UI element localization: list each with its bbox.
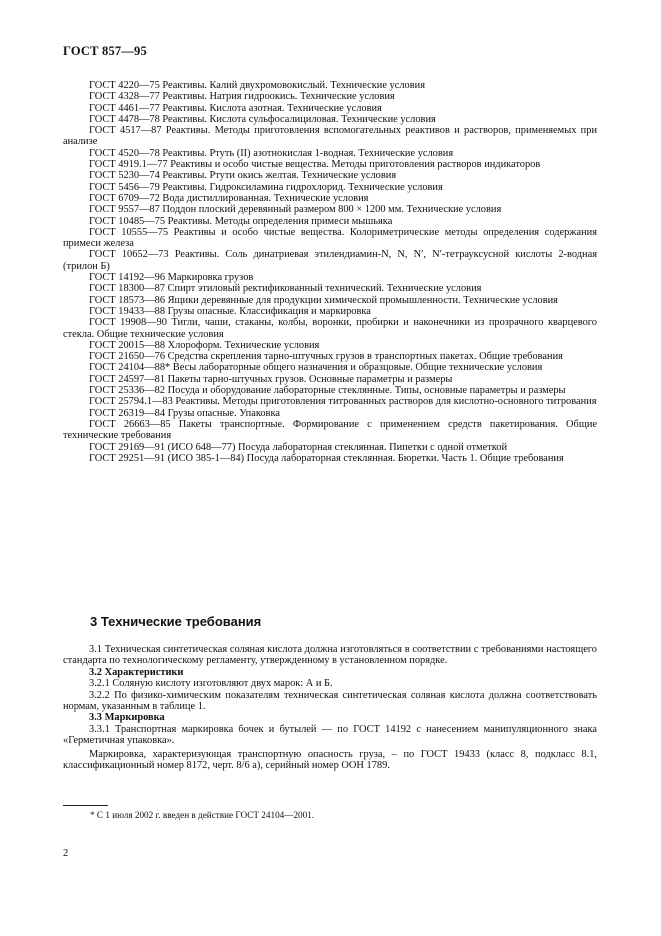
subheading-3-3: 3.3 Маркировка (89, 712, 165, 724)
reference-item: ГОСТ 10485—75 Реактивы. Методы определения примеси мышьяка (89, 215, 393, 227)
reference-item: ГОСТ 20015—88 Хлороформ. Технические условия (89, 339, 320, 351)
reference-item: ГОСТ 19433—88 Грузы опасные. Классификация и маркировка (89, 305, 371, 317)
reference-item: ГОСТ 9557—87 Поддон плоский деревянный размером 800 × 1200 мм. Технические условия (89, 204, 502, 216)
reference-item: ГОСТ 25336—82 Посуда и оборудование лабораторные стеклянные. Типы, основные параметры и размеры (89, 385, 566, 397)
paragraph-3-1: 3.1 Техническая синтетическая соляная кислота должна изготовляться в соответствии с требованиями настоящего стандарта по технологическому регламенту, утвержденному в установленном порядке. (63, 644, 597, 667)
paragraph-3-2-2: 3.2.2 По физико-химическим показателям техническая синтетическая соляная кислота должна соответствовать нормам, указанным в таблице 1. (63, 689, 597, 713)
subheading-3-2: 3.2 Характеристики (89, 666, 184, 678)
normative-references-list (63, 80, 597, 464)
paragraph-marking: Маркировка, характеризующая транспортную опасность груза, – по ГОСТ 19433 (класс 8, подкласс 8.1, классификационный номер 8172, черт. 8/6 а), серийный номер ООН 1789. (63, 748, 597, 772)
reference-item: ГОСТ 26319—84 Грузы опасные. Упаковка (89, 407, 280, 419)
section-body (63, 644, 597, 771)
reference-item: ГОСТ 4220—75 Реактивы. Калий двухромовокислый. Технические условия (89, 80, 425, 91)
reference-item: ГОСТ 21650—76 Средства скрепления тарно-штучных грузов в транспортных пакетах. Общие требования (89, 351, 563, 363)
paragraph-3-3-1: 3.3.1 Транспортная маркировка бочек и бутылей — по ГОСТ 14192 с нанесением манипуляционного знака «Герметичная упаковка». (63, 723, 597, 747)
reference-item: ГОСТ 10555—75 Реактивы и особо чистые вещества. Колориметрические методы определения содержания примеси железа (63, 226, 597, 250)
paragraph-3-2-1: 3.2.1 Соляную кислоту изготовляют двух марок: А и Б. (89, 678, 333, 690)
reference-item: ГОСТ 4520—78 Реактивы. Ртуть (II) азотнокислая 1-водная. Технические условия (89, 147, 454, 159)
reference-item: ГОСТ 4919.1—77 Реактивы и особо чистые вещества. Методы приготовления растворов индикаторов (89, 159, 541, 171)
reference-item: ГОСТ 25794.1—83 Реактивы. Методы приготовления титрованных растворов для кислотно-основного титрования (89, 396, 597, 408)
reference-item: ГОСТ 18300—87 Спирт этиловый ректификованный технический. Технические условия (89, 283, 482, 295)
reference-item: ГОСТ 4461—77 Реактивы. Кислота азотная. Технические условия (89, 102, 382, 114)
page-number: 2 (63, 848, 69, 859)
reference-item: ГОСТ 29169—91 (ИСО 648—77) Посуда лабораторная стеклянная. Пипетки с одной отметкой (89, 441, 508, 453)
section-title: 3 Технические требования (90, 614, 262, 629)
reference-item: ГОСТ 4328—77 Реактивы. Натрия гидроокись. Технические условия (89, 91, 395, 103)
footnote-divider (63, 805, 108, 806)
reference-item: ГОСТ 5456—79 Реактивы. Гидроксиламина гидрохлорид. Технические условия (89, 181, 443, 193)
reference-item: ГОСТ 6709—72 Вода дистиллированная. Технические условия (89, 192, 369, 204)
reference-item: ГОСТ 4517—87 Реактивы. Методы приготовления вспомогательных реактивов и растворов, применяемых при анализе (63, 125, 597, 148)
footnote: * С 1 июля 2002 г. введен в действие ГОСТ 24104—2001. (90, 810, 315, 820)
document-header: ГОСТ 857—95 (63, 44, 147, 58)
reference-item: ГОСТ 10652—73 Реактивы. Соль динатриевая этилендиамин-N, N, N′, N′-тетрауксусной кислоты 2-водная (трилон Б) (63, 249, 597, 272)
reference-item: ГОСТ 19908—90 Тигли, чаши, стаканы, колбы, воронки, пробирки и наконечники из прозрачного кварцевого стекла. Общие технические условия (63, 317, 597, 340)
reference-item: ГОСТ 24597—81 Пакеты тарно-штучных грузов. Основные параметры и размеры (89, 373, 453, 385)
reference-item: ГОСТ 5230—74 Реактивы. Ртути окись желтая. Технические условия (89, 170, 397, 182)
reference-item: ГОСТ 18573—86 Ящики деревянные для продукции химической промышленности. Технические условия (89, 294, 558, 306)
reference-item: ГОСТ 26663—85 Пакеты транспортные. Формирование с применением средств пакетирования. Общие технические требования (63, 418, 597, 442)
reference-item: ГОСТ 24104—88* Весы лабораторные общего назначения и образцовые. Общие технические условия (89, 362, 543, 374)
reference-item: ГОСТ 14192—96 Маркировка грузов (89, 272, 254, 284)
reference-item: ГОСТ 29251—91 (ИСО 385-1—84) Посуда лабораторная стеклянная. Бюретки. Часть 1. Общие требования (89, 452, 564, 464)
reference-item: ГОСТ 4478—78 Реактивы. Кислота сульфосалициловая. Технические условия (89, 113, 436, 125)
